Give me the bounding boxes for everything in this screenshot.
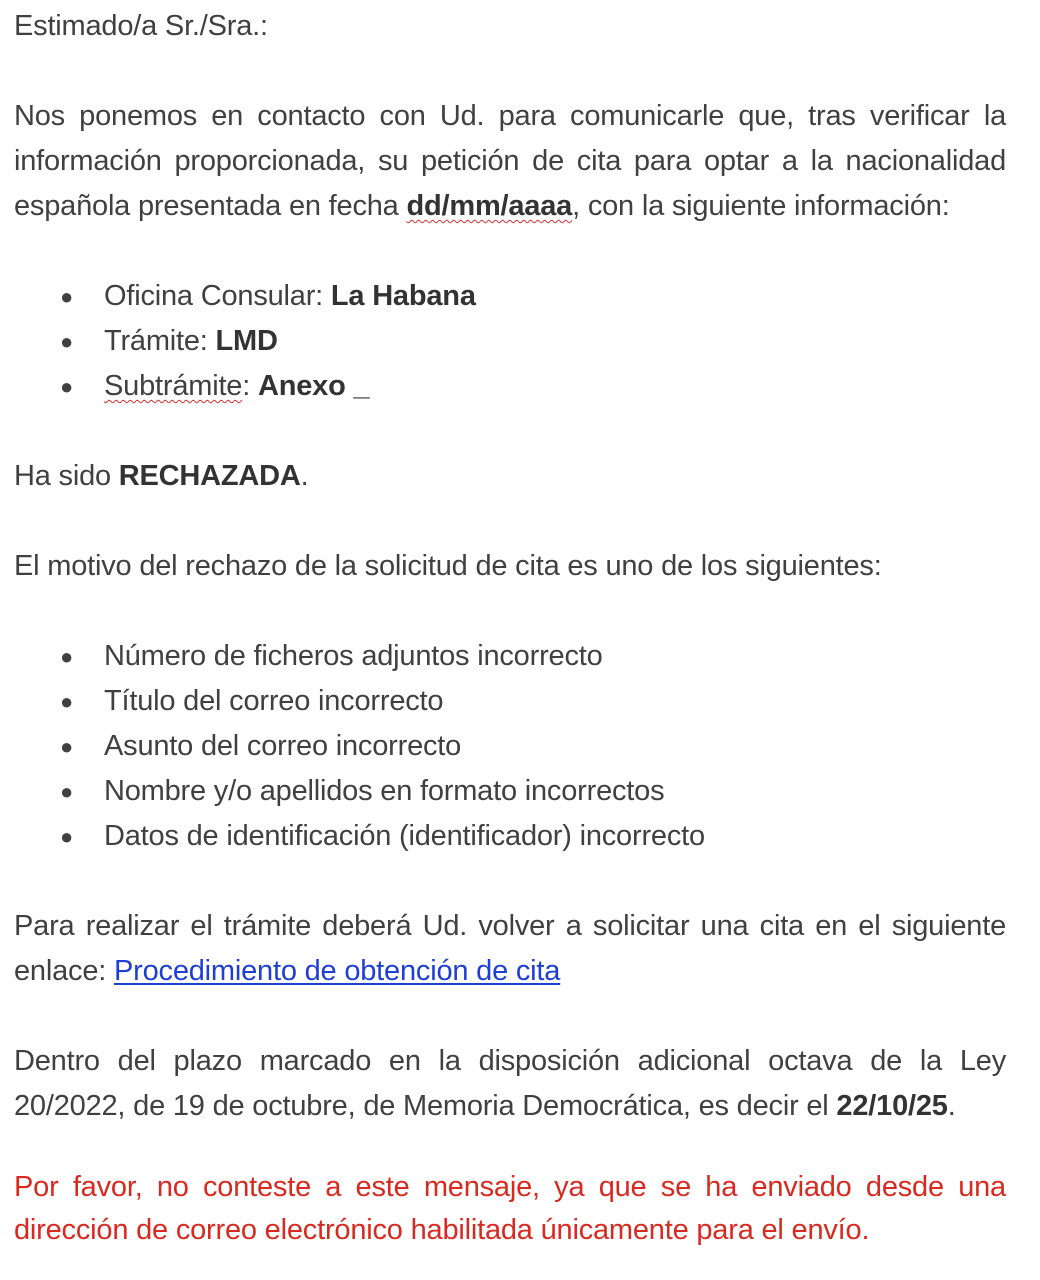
bullet-icon: ● [60,824,74,849]
bullet-icon: ● [60,284,74,309]
greeting [14,4,1006,49]
detail-label: Trámite: [104,325,216,357]
request-date: dd/mm/aaaa [406,190,573,222]
warning-text: Por favor, no conteste a este mensaje, ya que se ha enviado desde una dirección de correo electrónico habilitada únicamente para el envío. [14,1171,1006,1246]
spacer [14,589,1006,634]
status-line [14,454,1006,499]
detail-label-suffix: : [242,370,258,402]
intro-paragraph [14,94,1006,229]
intro-text: Nos ponemos en contacto con Ud. para comunicarle que, tras verificar la información proporcionada, su petición de cita para optar a la nacionalidad española presentada en fecha [14,100,1006,222]
spacer [14,1129,1006,1166]
detail-item-subprocedure [14,364,1006,409]
deadline-paragraph [14,1039,1006,1129]
reasons-intro-text: El motivo del rechazo de la solicitud de cita es uno de los siguientes: [14,550,882,582]
bullet-icon: ● [60,374,74,399]
detail-label: Subtrámite [104,370,243,402]
detail-value: LMD [215,325,278,357]
appointment-procedure-link[interactable]: Procedimiento de obtención de cita [113,955,561,987]
bullet-icon: ● [60,779,74,804]
reason-item [14,814,1006,859]
detail-item-office [14,274,1006,319]
spacer [14,229,1006,274]
reasons-list [14,634,1006,859]
status-value: RECHAZADA [118,460,301,492]
reason-text: Número de ficheros adjuntos incorrecto [104,640,603,672]
spacer [14,499,1006,544]
reason-item [14,634,1006,679]
detail-value: La Habana [330,280,476,312]
greeting-text: Estimado/a Sr./Sra.: [14,10,268,42]
spacer [14,994,1006,1039]
spacer [14,49,1006,94]
reason-item [14,724,1006,769]
no-reply-warning [14,1166,1006,1252]
deadline-text: Dentro del plazo marcado en la disposición adicional octava de la Ley 20/2022, de 19 de octubre, de Memoria Democrática, es decir el [14,1045,1006,1122]
bullet-icon: ● [60,734,74,759]
retry-paragraph [14,904,1006,994]
deadline-suffix: . [947,1090,956,1122]
retry-text: Para realizar el trámite deberá Ud. volver a solicitar una cita en el siguiente enlace: [14,910,1006,987]
status-prefix: Ha sido [14,460,119,492]
reason-text: Datos de identificación (identificador) incorrecto [104,820,705,852]
details-list [14,274,1006,409]
reason-item [14,769,1006,814]
detail-value: Anexo _ [257,370,370,402]
spacer [14,409,1006,454]
bullet-icon: ● [60,689,74,714]
bullet-icon: ● [60,329,74,354]
reason-item [14,679,1006,724]
detail-label: Oficina Consular: [104,280,331,312]
intro-text-end: , con la siguiente información: [572,190,950,222]
reason-text: Asunto del correo incorrecto [104,730,462,762]
detail-item-procedure [14,319,1006,364]
bullet-icon: ● [60,644,74,669]
spacer [14,859,1006,904]
status-suffix: . [300,460,309,492]
reason-text: Título del correo incorrecto [104,685,444,717]
deadline-date: 22/10/25 [836,1090,948,1122]
reasons-intro [14,544,1006,589]
reason-text: Nombre y/o apellidos en formato incorrectos [104,775,665,807]
